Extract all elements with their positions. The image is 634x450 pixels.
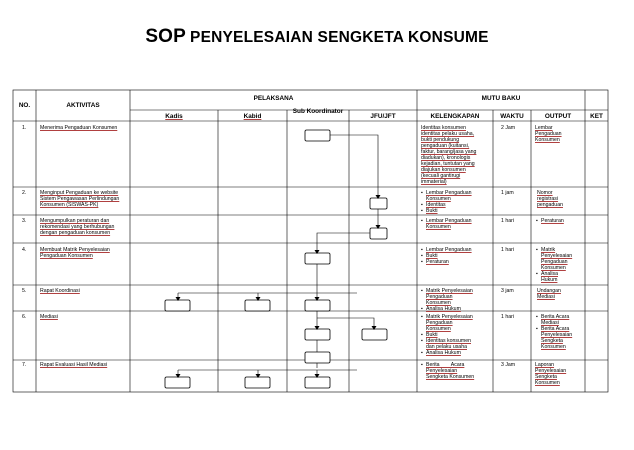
header-mutu-baku: MUTU BAKU <box>481 95 521 102</box>
row-7-kelengkapan: Penyelesaian <box>426 368 458 374</box>
flow-box-1 <box>305 130 330 141</box>
row-2-aktivitas: Menginput Pengaduan ke website <box>40 190 119 196</box>
header-kelengkapan: KELENGKAPAN <box>430 113 480 120</box>
row-1-kelengkapan: diajukan konsumen <box>421 167 466 173</box>
row-2-output: Nomor <box>537 190 553 196</box>
row-3-kelengkapan: ▪ Lembar Pengaduan <box>426 218 472 224</box>
row-6-kelengkapan: ▪ Bukti <box>426 332 438 338</box>
row-7-kelengkapan: ▪ Berita Acara <box>426 362 464 368</box>
flow-box-5c <box>305 300 330 311</box>
row-1-kelengkapan: (kecuali gantirugi <box>421 173 461 179</box>
title-prefix: SOP <box>145 26 187 47</box>
row-1-aktivitas: Menerima Pengaduan Konsumen <box>40 125 118 131</box>
row-3-kelengkapan: Konsumen <box>426 224 451 230</box>
row-5-kelengkapan: ▪ Analisa Hukum <box>426 306 461 312</box>
flow-box-6b <box>362 329 387 340</box>
row-4-output: Penyelesaian <box>541 253 573 259</box>
flow-box-5b <box>245 300 270 311</box>
flow-box-6a <box>305 329 330 340</box>
row-5-kelengkapan: Pengaduan <box>426 294 453 300</box>
row-4-output: Pengaduan <box>541 259 568 265</box>
row-7-aktivitas: Rapat Evaluasi Hasil Mediasi <box>40 362 108 368</box>
flow-boxes <box>165 130 387 388</box>
row-2-kelengkapan: ▪ Bukti <box>426 208 438 214</box>
flow-box-2 <box>370 198 387 209</box>
row-6-output: ▪ Berita Acara <box>541 326 569 332</box>
header-output: OUTPUT <box>544 113 572 120</box>
flow-box-7b <box>245 377 270 388</box>
row-6-kelengkapan: dan pelaku usaha <box>426 344 467 350</box>
row-1-kelengkapan: faktur, barang/jasa yang <box>421 149 477 155</box>
row-2-kelengkapan: Konsumen <box>426 196 451 202</box>
row-4-aktivitas: Pengaduan Konsumen <box>40 253 93 259</box>
row-6-kelengkapan: Pengaduan <box>426 320 453 326</box>
row-5-aktivitas: Rapat Koordinasi <box>40 288 80 294</box>
row-4-kelengkapan: ▪ Bukti <box>426 253 438 259</box>
header-waktu: WAKTU <box>500 113 524 120</box>
row-1-kelengkapan: pengaduan (kuitansi, <box>421 143 470 149</box>
row-1-kelengkapan: diadukan), kronologis <box>421 155 471 161</box>
flow-box-3 <box>370 228 387 239</box>
row-7-output: Laporan <box>535 362 555 368</box>
row-4-kelengkapan: ▪ Lembar Pengaduan <box>426 247 472 253</box>
row-7-output: Konsumen <box>535 380 560 386</box>
row-7-no: 7. <box>22 362 27 368</box>
row-4-output: Konsumen <box>541 265 566 271</box>
flow-box-5a <box>165 300 190 311</box>
header-pelaksana: PELAKSANA <box>253 95 294 102</box>
row-6-output: ▪ Berita Acara <box>541 314 569 320</box>
row-3-aktivitas: Mengumpulkan peraturan dan <box>40 218 110 224</box>
row-4-aktivitas: Membuat Matrik Penyelesaian <box>40 247 110 253</box>
row-6-kelengkapan: Konsumen <box>426 326 451 332</box>
row-4-output: ▪ Analisa <box>541 271 558 277</box>
row-6-output: Penyelesaian <box>541 332 573 338</box>
row-1-output: Pengaduan <box>535 131 562 137</box>
row-6-aktivitas: Mediasi <box>40 314 58 320</box>
header-sub-koordinator: Sub Koordinator <box>292 108 344 115</box>
row-1-kelengkapan: Identitas konsumen <box>421 125 466 131</box>
row-6-output: Konsumen <box>541 344 566 350</box>
row-1-kelengkapan: identitas pelaku usaha, <box>421 131 475 137</box>
row-5-kelengkapan: Konsumen <box>426 300 451 306</box>
row-6-kelengkapan: ▪ Matrik Penyelesaian <box>426 314 473 320</box>
flow-box-4 <box>305 253 330 264</box>
row-1-output: Lembar <box>535 125 553 131</box>
row-2-output: registrasi <box>537 196 559 202</box>
row-4-output: Hukum <box>541 277 558 283</box>
row-5-no: 5. <box>22 288 27 294</box>
header-kabid: Kabid <box>243 113 262 120</box>
row-4-no: 4. <box>22 247 27 253</box>
row-2-kelengkapan: ▪ Identitas <box>426 202 446 208</box>
row-6-kelengkapan: ▪ Identitas konsumen <box>426 338 471 344</box>
row-6-output: Sengketa <box>541 338 563 344</box>
flow-arrowheads <box>176 195 381 378</box>
row-5-output: Undangan <box>537 288 561 294</box>
title-main: PENYELESAIAN SENGKETA KONSUME <box>190 29 489 46</box>
row-1-waktu: 2 Jam <box>501 125 516 131</box>
row-2-output: pengaduan <box>537 202 563 208</box>
row-3-waktu: 1 hari <box>501 218 514 224</box>
flow-box-6c <box>305 352 330 363</box>
row-2-aktivitas: Sistem Pengawasan Perlindungan <box>40 196 120 202</box>
header-aktivitas: AKTIVITAS <box>66 102 100 109</box>
row-5-output: Mediasi <box>537 294 555 300</box>
row-3-aktivitas: rekomendasi yang berhubungan <box>40 224 115 230</box>
row-1-kelengkapan: immaterial) <box>421 179 447 185</box>
header-no: NO. <box>18 102 31 109</box>
row-1-kelengkapan: kejadian, tuntutan yang <box>421 161 475 167</box>
flow-box-7a <box>165 377 190 388</box>
row-4-kelengkapan: ▪ Peraturan <box>426 259 449 265</box>
row-5-waktu: 3 jam <box>501 288 514 294</box>
row-6-kelengkapan: ▪ Analisa Hukum <box>426 350 461 356</box>
flow-box-7c <box>305 377 330 388</box>
row-1-kelengkapan: bukti pendukung <box>421 137 460 143</box>
row-2-aktivitas: Konsumen (SISWAS-PK) <box>40 202 99 208</box>
row-3-output: ▪ Peraturan <box>541 218 564 224</box>
row-1-no: 1. <box>22 125 27 131</box>
row-7-waktu: 3 Jam <box>501 362 516 368</box>
row-1-output: Konsumen <box>535 137 560 143</box>
header-ket: KET <box>590 113 603 120</box>
row-4-output: ▪ Matrik <box>541 247 555 253</box>
row-6-no: 6. <box>22 314 27 320</box>
row-6-waktu: 1 hari <box>501 314 514 320</box>
row-2-kelengkapan: ▪ Lembar Pengaduan <box>426 190 472 196</box>
row-2-no: 2. <box>22 190 27 196</box>
row-5-kelengkapan: ▪ Matrik Penyelesaian <box>426 288 473 294</box>
row-3-aktivitas: dengan pengaduan konsumen <box>40 230 111 236</box>
row-2-waktu: 1 jam <box>501 190 514 196</box>
row-7-output: Sengketa <box>535 374 557 380</box>
header-kadis: Kadis <box>165 113 183 120</box>
row-7-output: Penyelesaian <box>535 368 567 374</box>
row-6-output: Mediasi <box>541 320 559 326</box>
header-jfu-jft: JFU/JFT <box>370 113 396 120</box>
row-3-no: 3. <box>22 218 27 224</box>
flow-connectors <box>178 135 378 377</box>
row-7-kelengkapan: Sengketa Konsumen <box>426 374 475 380</box>
row-4-waktu: 1 hari <box>501 247 514 253</box>
